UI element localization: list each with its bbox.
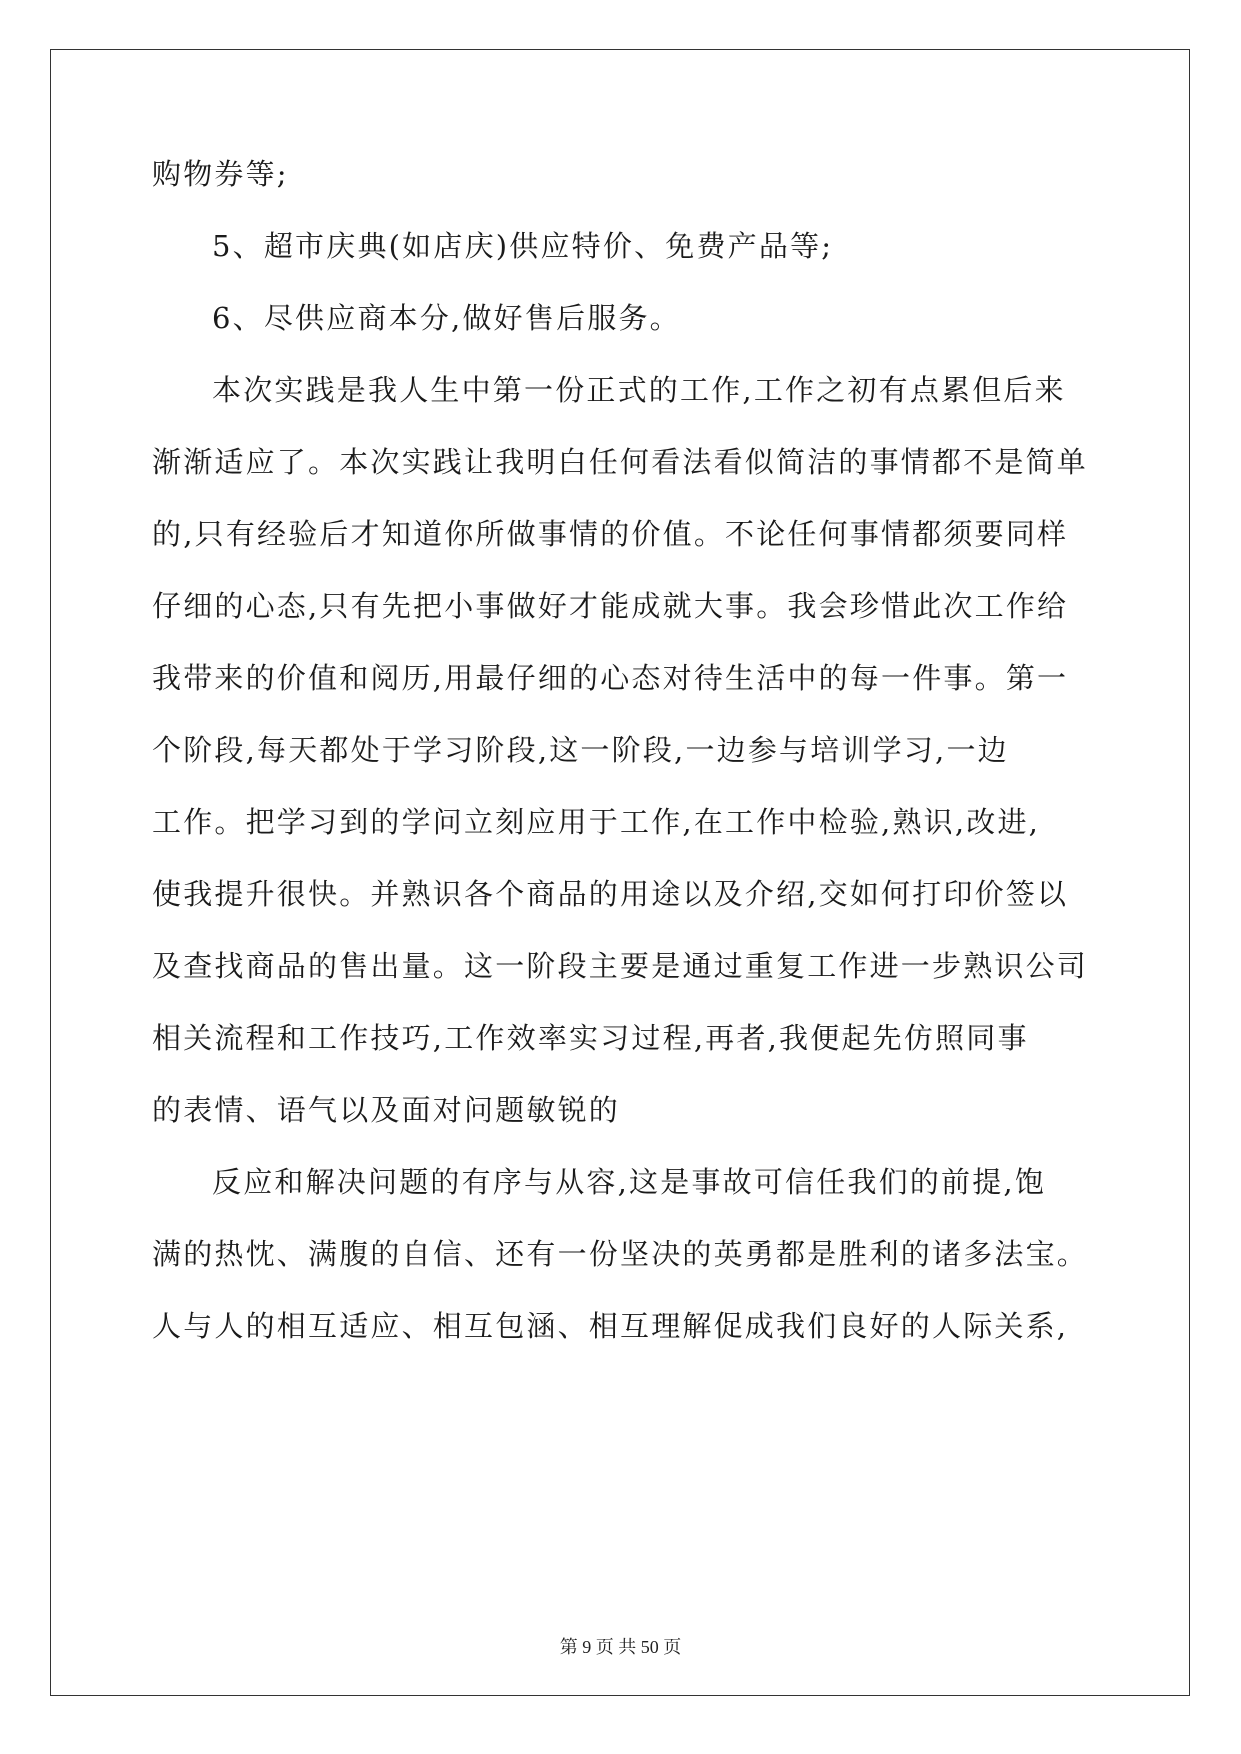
text-line: 满的热忱、满腹的自信、还有一份坚决的英勇都是胜利的诸多法宝。 — [152, 1237, 1089, 1271]
text-line: 及查找商品的售出量。这一阶段主要是通过重复工作进一步熟识公司 — [152, 949, 1089, 983]
text-line: 相关流程和工作技巧,工作效率实习过程,再者,我便起先仿照同事 — [152, 1021, 1029, 1055]
text-line: 工作。把学习到的学问立刻应用于工作,在工作中检验,熟识,改进, — [152, 805, 1041, 839]
paragraph-start: 反应和解决问题的有序与从容,这是事故可信任我们的前提,饱 — [212, 1165, 1047, 1199]
text-line: 购物券等; — [152, 157, 289, 191]
list-item-5: 5、超市庆典(如店庆)供应特价、免费产品等; — [212, 229, 834, 263]
page-border — [50, 49, 1190, 1696]
text-line: 使我提升很快。并熟识各个商品的用途以及介绍,交如何打印价签以 — [152, 877, 1069, 911]
text-line: 的,只有经验后才知道你所做事情的价值。不论任何事情都须要同样 — [152, 517, 1069, 551]
text-line: 的表情、语气以及面对问题敏锐的 — [152, 1093, 621, 1127]
page-number-footer: 第 9 页 共 50 页 — [559, 1637, 682, 1657]
text-line: 个阶段,每天都处于学习阶段,这一阶段,一边参与培训学习,一边 — [152, 733, 1009, 767]
list-item-6: 6、尽供应商本分,做好售后服务。 — [212, 301, 681, 335]
text-line: 我带来的价值和阅历,用最仔细的心态对待生活中的每一件事。第一 — [152, 661, 1069, 695]
text-line: 仔细的心态,只有先把小事做好才能成就大事。我会珍惜此次工作给 — [152, 589, 1069, 623]
text-line: 人与人的相互适应、相互包涵、相互理解促成我们良好的人际关系, — [152, 1309, 1069, 1343]
text-line: 渐渐适应了。本次实践让我明白任何看法看似简洁的事情都不是简单 — [152, 445, 1089, 479]
paragraph-start: 本次实践是我人生中第一份正式的工作,工作之初有点累但后来 — [212, 373, 1066, 407]
